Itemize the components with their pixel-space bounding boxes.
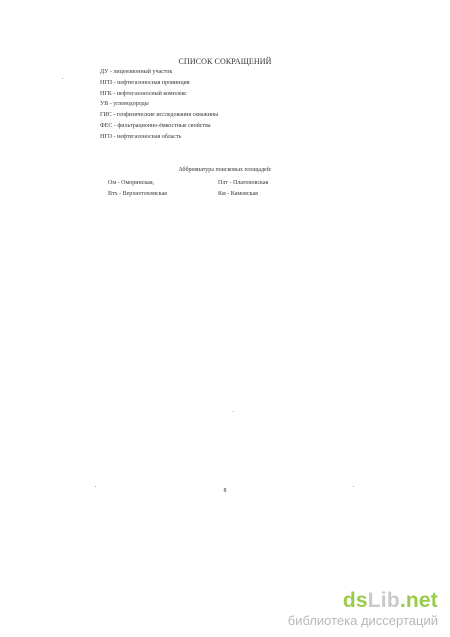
abbreviation-meaning: фильтрационно-ёмкостные свойства [117,122,211,129]
page-number: 8 [223,488,227,494]
watermark-tagline: библиотека диссертаций [287,613,438,628]
abbreviation-code: НГК [100,90,112,97]
abbreviation-item: ФЕС - фильтрационно-ёмкостные свойства [100,122,211,129]
abbreviation-code: НГО [100,133,112,140]
abbreviation-meaning: геофизические исследования скважины [116,112,219,119]
area-entry: Км - Камовская [218,191,258,197]
abbreviation-item: НГО - нефтегазоносная область [100,133,182,140]
abbreviation-item: ГИС - геофизические исследования скважины [100,112,219,119]
abbreviation-meaning: нефтегазоносный комплекс [116,90,187,97]
abbreviation-list [100,69,218,145]
areas-row [108,180,308,187]
scan-speck [233,411,234,412]
abbreviation-code: УВ [100,101,109,108]
scan-speck [353,486,354,487]
abbreviation-item: ДУ - лицензионный участок [100,69,173,75]
watermark-logo-lib: Lib [367,589,400,612]
area-entry: Ом - Оморинская, [108,180,155,186]
areas-heading: Аббревиатура поисковых площадей: [178,167,272,173]
abbreviation-code: ГИС [100,112,112,119]
area-entry: Втх - Верхнетохомская [108,191,167,197]
abbreviation-code: ДУ [100,69,109,75]
area-entry: Плт - Платоновская [218,180,269,186]
watermark-logo-net: .net [399,589,438,612]
watermark [288,590,438,628]
watermark-logo [288,590,438,612]
abbreviation-item: НГП - нефтегазоносная провинция [100,79,190,86]
abbreviation-meaning: нефтегазоносная область [117,133,182,140]
watermark-logo-ds: ds [342,589,368,612]
scan-speck [95,486,96,487]
abbreviation-code: ФЕС [100,122,113,129]
abbreviation-code: НГП [100,79,113,86]
areas-row [108,191,308,198]
abbreviation-item: УВ - углеводороды [100,101,149,108]
page-title: СПИСОК СОКРАЩЕНИЙ [178,57,272,66]
areas-table [108,180,308,202]
abbreviation-meaning: углеводороды [113,101,149,108]
abbreviation-meaning: нефтегазоносная провинция [117,79,190,86]
abbreviation-meaning: лицензионный участок [113,69,173,75]
abbreviation-item: НГК - нефтегазоносный комплекс [100,90,187,97]
scan-speck [62,78,63,79]
